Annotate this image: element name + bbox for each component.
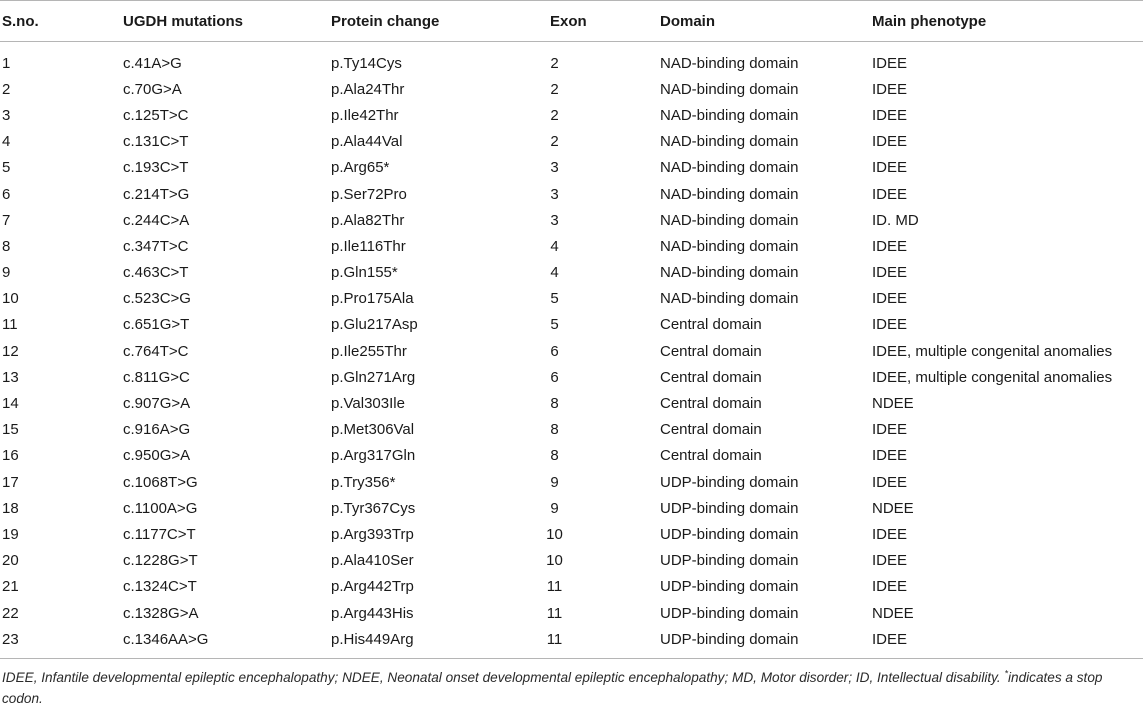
- cell-sno: 4: [2, 133, 11, 151]
- cell-domain: Central domain: [660, 316, 762, 334]
- table-row: [0, 155, 1143, 181]
- cell-exon: 5: [550, 316, 559, 334]
- cell-sno: 2: [2, 80, 11, 98]
- cell-exon: 9: [550, 473, 559, 491]
- cell-sno: 12: [2, 342, 19, 360]
- table-row: [0, 521, 1143, 547]
- cell-sno: 5: [2, 159, 11, 177]
- cell-mutation: c.1324C>T: [123, 578, 197, 596]
- cell-protein-change: p.Val303Ile: [331, 395, 405, 413]
- cell-phenotype: IDEE, multiple congenital anomalies: [872, 342, 1113, 360]
- cell-exon: 6: [550, 342, 559, 360]
- cell-phenotype: IDEE: [872, 447, 908, 465]
- cell-protein-change: p.Tyr367Cys: [331, 499, 416, 517]
- cell-sno: 22: [2, 604, 19, 622]
- cell-mutation: c.70G>A: [123, 80, 182, 98]
- cell-exon: 2: [550, 80, 559, 98]
- cell-sno: 3: [2, 106, 11, 124]
- cell-phenotype: NDEE: [872, 604, 914, 622]
- cell-protein-change: p.Ile255Thr: [331, 342, 407, 360]
- header-domain: Domain: [660, 12, 716, 30]
- cell-domain: NAD-binding domain: [660, 264, 799, 282]
- cell-phenotype: IDEE: [872, 525, 908, 543]
- cell-exon: 4: [550, 264, 559, 282]
- table-row: [0, 76, 1143, 102]
- cell-domain: Central domain: [660, 342, 762, 360]
- table-row: [0, 233, 1143, 259]
- cell-exon: 10: [546, 525, 563, 543]
- cell-exon: 3: [550, 211, 559, 229]
- cell-sno: 13: [2, 368, 19, 386]
- table-row: [0, 181, 1143, 207]
- cell-mutation: c.523C>G: [123, 290, 191, 308]
- cell-mutation: c.1100A>G: [123, 499, 198, 517]
- cell-domain: NAD-binding domain: [660, 106, 799, 124]
- cell-exon: 5: [550, 290, 559, 308]
- cell-sno: 11: [2, 316, 18, 334]
- footnote-marker-explanation: indicates a stop codon.: [2, 670, 1103, 707]
- cell-mutation: c.347T>C: [123, 237, 189, 255]
- table-row: [0, 312, 1143, 338]
- cell-mutation: c.764T>C: [123, 342, 189, 360]
- cell-mutation: c.244C>A: [123, 211, 190, 229]
- cell-domain: UDP-binding domain: [660, 604, 799, 622]
- cell-domain: NAD-binding domain: [660, 133, 799, 151]
- cell-exon: 3: [550, 159, 559, 177]
- header-main-phenotype: Main phenotype: [872, 12, 987, 30]
- cell-protein-change: p.Arg65*: [331, 159, 390, 177]
- cell-exon: 8: [550, 421, 559, 439]
- table-row: [0, 626, 1143, 652]
- cell-sno: 9: [2, 264, 11, 282]
- footnote-abbreviations: IDEE, Infantile developmental epileptic encephalopathy; NDEE, Neonatal onset developmental epileptic encephalopathy; MD, Motor disorder; ID, Intellectual disability.: [2, 670, 1005, 686]
- table-row: [0, 574, 1143, 600]
- cell-phenotype: IDEE: [872, 185, 908, 203]
- cell-protein-change: p.Ala24Thr: [331, 80, 405, 98]
- cell-exon: 2: [550, 133, 559, 151]
- cell-protein-change: p.Arg442Trp: [331, 578, 414, 596]
- table-row: [0, 443, 1143, 469]
- table-row: [0, 417, 1143, 443]
- cell-phenotype: IDEE: [872, 159, 908, 177]
- cell-mutation: c.41A>G: [123, 54, 182, 72]
- footnote-marker: *: [1004, 668, 1008, 679]
- cell-domain: UDP-binding domain: [660, 499, 799, 517]
- table-row: [0, 469, 1143, 495]
- cell-phenotype: ID. MD: [872, 211, 919, 229]
- cell-protein-change: p.Ty14Cys: [331, 54, 402, 72]
- table-header-row: [0, 1, 1143, 41]
- cell-domain: UDP-binding domain: [660, 578, 799, 596]
- cell-domain: Central domain: [660, 368, 762, 386]
- cell-sno: 8: [2, 237, 11, 255]
- cell-sno: 1: [2, 54, 11, 72]
- cell-phenotype: NDEE: [872, 499, 914, 517]
- cell-mutation: c.811G>C: [123, 368, 190, 386]
- cell-phenotype: IDEE: [872, 106, 908, 124]
- cell-sno: 7: [2, 211, 11, 229]
- cell-phenotype: IDEE, multiple congenital anomalies: [872, 368, 1113, 386]
- cell-exon: 11: [546, 604, 563, 622]
- cell-mutation: c.916A>G: [123, 421, 191, 439]
- cell-domain: NAD-binding domain: [660, 237, 799, 255]
- cell-sno: 6: [2, 185, 11, 203]
- table-row: [0, 260, 1143, 286]
- cell-sno: 23: [2, 630, 19, 648]
- table-row: [0, 548, 1143, 574]
- cell-sno: 10: [2, 290, 19, 308]
- cell-phenotype: IDEE: [872, 316, 908, 334]
- cell-domain: NAD-binding domain: [660, 80, 799, 98]
- cell-protein-change: p.Arg443His: [331, 604, 414, 622]
- cell-mutation: c.1068T>G: [123, 473, 198, 491]
- cell-domain: UDP-binding domain: [660, 630, 799, 648]
- table-row: [0, 207, 1143, 233]
- cell-exon: 10: [546, 552, 563, 570]
- cell-exon: 2: [550, 106, 559, 124]
- header-sno: S.no.: [2, 12, 39, 30]
- cell-exon: 6: [550, 368, 559, 386]
- cell-phenotype: IDEE: [872, 630, 908, 648]
- cell-exon: 8: [550, 447, 559, 465]
- cell-sno: 16: [2, 447, 19, 465]
- cell-phenotype: IDEE: [872, 290, 908, 308]
- cell-mutation: c.131C>T: [123, 133, 189, 151]
- cell-protein-change: p.Gln155*: [331, 264, 398, 282]
- table-row: [0, 50, 1143, 76]
- cell-mutation: c.1228G>T: [123, 552, 198, 570]
- cell-phenotype: IDEE: [872, 237, 908, 255]
- cell-protein-change: p.Arg317Gln: [331, 447, 416, 465]
- cell-phenotype: NDEE: [872, 395, 914, 413]
- cell-mutation: c.1177C>T: [123, 525, 196, 543]
- cell-protein-change: p.Met306Val: [331, 421, 415, 439]
- cell-protein-change: p.Glu217Asp: [331, 316, 418, 334]
- cell-domain: Central domain: [660, 447, 762, 465]
- cell-exon: 4: [550, 237, 559, 255]
- cell-protein-change: p.Ala44Val: [331, 133, 403, 151]
- cell-exon: 2: [550, 54, 559, 72]
- header-ugdh-mutations: UGDH mutations: [123, 12, 243, 30]
- cell-sno: 21: [2, 578, 19, 596]
- table-row: [0, 102, 1143, 128]
- cell-mutation: c.651G>T: [123, 316, 190, 334]
- table-footnote: [0, 659, 1142, 709]
- cell-sno: 18: [2, 499, 19, 517]
- cell-mutation: c.193C>T: [123, 159, 189, 177]
- cell-phenotype: IDEE: [872, 133, 908, 151]
- cell-domain: UDP-binding domain: [660, 525, 799, 543]
- cell-sno: 20: [2, 552, 19, 570]
- header-protein-change: Protein change: [331, 12, 440, 30]
- cell-protein-change: p.Pro175Ala: [331, 290, 414, 308]
- cell-mutation: c.907G>A: [123, 395, 191, 413]
- cell-exon: 8: [550, 395, 559, 413]
- cell-sno: 17: [2, 473, 19, 491]
- cell-phenotype: IDEE: [872, 473, 908, 491]
- cell-exon: 11: [546, 578, 563, 596]
- cell-sno: 19: [2, 525, 19, 543]
- cell-phenotype: IDEE: [872, 578, 908, 596]
- cell-mutation: c.463C>T: [123, 264, 189, 282]
- cell-phenotype: IDEE: [872, 264, 908, 282]
- table-row: [0, 129, 1143, 155]
- table-row: [0, 495, 1143, 521]
- table-row: [0, 286, 1143, 312]
- cell-domain: NAD-binding domain: [660, 211, 799, 229]
- cell-domain: Central domain: [660, 421, 762, 439]
- cell-protein-change: p.His449Arg: [331, 630, 414, 648]
- cell-mutation: c.214T>G: [123, 185, 190, 203]
- cell-exon: 3: [550, 185, 559, 203]
- cell-sno: 14: [2, 395, 19, 413]
- cell-domain: NAD-binding domain: [660, 290, 799, 308]
- cell-mutation: c.125T>C: [123, 106, 189, 124]
- cell-protein-change: p.Arg393Trp: [331, 525, 414, 543]
- table-row: [0, 338, 1143, 364]
- header-exon: Exon: [550, 12, 587, 30]
- cell-protein-change: p.Ser72Pro: [331, 185, 407, 203]
- cell-phenotype: IDEE: [872, 80, 908, 98]
- table-row: [0, 600, 1143, 626]
- cell-domain: Central domain: [660, 395, 762, 413]
- cell-protein-change: p.Ile116Thr: [331, 237, 406, 255]
- cell-sno: 15: [2, 421, 19, 439]
- cell-mutation: c.1328G>A: [123, 604, 199, 622]
- cell-exon: 11: [546, 630, 563, 648]
- cell-phenotype: IDEE: [872, 421, 908, 439]
- cell-mutation: c.1346AA>G: [123, 630, 209, 648]
- cell-protein-change: p.Gln271Arg: [331, 368, 416, 386]
- cell-domain: NAD-binding domain: [660, 54, 799, 72]
- cell-domain: UDP-binding domain: [660, 552, 799, 570]
- table-row: [0, 390, 1143, 416]
- cell-mutation: c.950G>A: [123, 447, 191, 465]
- cell-domain: NAD-binding domain: [660, 185, 799, 203]
- cell-protein-change: p.Ala410Ser: [331, 552, 414, 570]
- cell-protein-change: p.Ile42Thr: [331, 106, 399, 124]
- cell-exon: 9: [550, 499, 559, 517]
- cell-domain: UDP-binding domain: [660, 473, 799, 491]
- cell-phenotype: IDEE: [872, 54, 908, 72]
- cell-phenotype: IDEE: [872, 552, 908, 570]
- cell-protein-change: p.Ala82Thr: [331, 211, 405, 229]
- table-body: [0, 42, 1143, 658]
- table-row: [0, 364, 1143, 390]
- cell-protein-change: p.Try356*: [331, 473, 396, 491]
- cell-domain: NAD-binding domain: [660, 159, 799, 177]
